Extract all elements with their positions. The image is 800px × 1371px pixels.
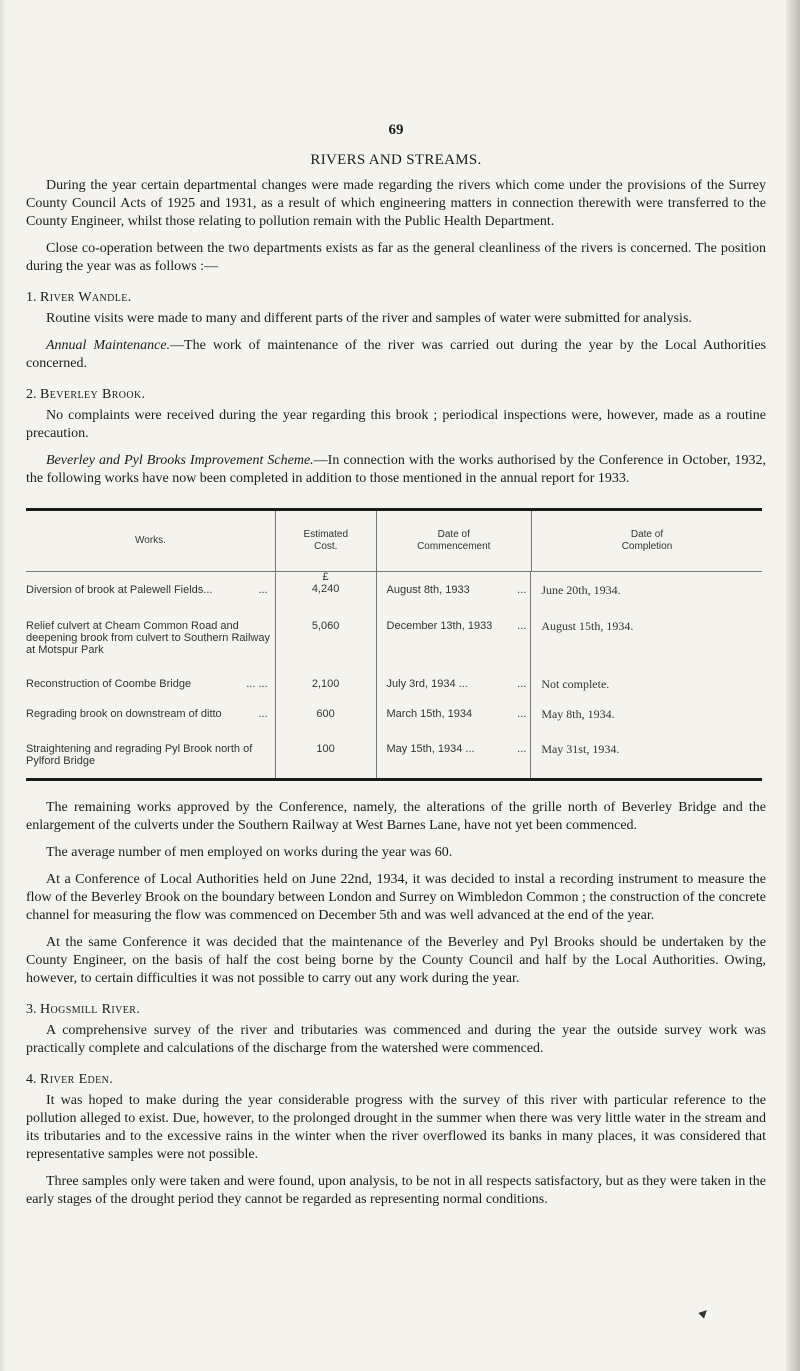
cell-work: Relief culvert at Cheam Common Road and deepening brook from culvert to Southern Railway at Motspur Park: [26, 620, 276, 678]
annual-maintenance-text: —The work of maintenance of the river was carried out during the year by the Local Authorities concerned.: [26, 338, 766, 371]
cell-commencement: December 13th, 1933 ...: [377, 620, 532, 678]
cell-cost: 100: [276, 743, 377, 778]
section-name: River Wandle.: [40, 290, 132, 305]
page-number: 69: [388, 122, 404, 138]
beverley-brook-paragraph-2: [26, 452, 766, 488]
cell-completion: Not complete.: [541, 677, 610, 691]
cell-commencement: August 8th, 1933 ...: [377, 572, 532, 620]
section-number: 3.: [26, 1002, 37, 1017]
document-page: [26, 0, 766, 1209]
cell-work: Reconstruction of Coombe Bridge ... ...: [26, 678, 276, 708]
header-works: Works.: [26, 511, 276, 571]
cell-cost: £ 4,240: [276, 572, 377, 620]
table-row: [26, 572, 762, 620]
header-date-of-commencement: Date of Commencement: [377, 511, 532, 571]
page-title: RIVERS AND STREAMS.: [310, 152, 482, 168]
cell-completion: August 15th, 1934.: [541, 619, 634, 633]
header-estimated-cost: Estimated Cost.: [276, 511, 377, 571]
table-row: [26, 708, 762, 743]
hogsmill-river-paragraph-1: A comprehensive survey of the river and tributaries was commenced and during the year the outside survey work was practically complete and calculations of the discharge from the watershed were commenced.: [26, 1023, 766, 1056]
header-date-of-completion: Date of Completion: [621, 529, 673, 552]
section-heading-hogsmill-river: [26, 1002, 766, 1018]
intro-paragraph-1: During the year certain departmental changes were made regarding the rivers which come under the provisions of the Surrey County Council Acts of 1925 and 1931, as a result of which engineering matters in connection therewith were transferred to the County Engineer, whilst those relating to pollution remain with the Public Health Department.: [26, 178, 766, 229]
page-binding-edge: [786, 0, 800, 1371]
cell-commencement: March 15th, 1934 ...: [377, 708, 532, 743]
table-row: [26, 678, 762, 708]
cell-work: Straightening and regrading Pyl Brook north of Pylford Bridge: [26, 743, 276, 778]
section-heading-river-wandle: [26, 290, 766, 306]
page-left-edge: [0, 0, 6, 1371]
cell-completion: May 8th, 1934.: [541, 707, 615, 721]
cell-cost: 5,060: [276, 620, 377, 678]
section-name: Hogsmill River.: [40, 1002, 141, 1017]
improvement-scheme-lead: Beverley and Pyl Brooks Improvement Scheme.: [46, 453, 314, 468]
works-table: [26, 508, 762, 781]
after-table-paragraph-2: The average number of men employed on works during the year was 60.: [46, 845, 453, 860]
table-row: [26, 743, 762, 778]
section-heading-river-eden: [26, 1072, 766, 1088]
ink-mark: [698, 1307, 709, 1318]
table-body: [26, 572, 762, 778]
river-eden-paragraph-1: It was hoped to make during the year considerable progress with the survey of this river with particular reference to the pollution alleged to exist. Due, however, to the prolonged drought in the summer when there was very little water in the stream and its tributaries and to the excessive rains in the winter when the river overflowed its banks in many places, it was considered that representative samples were not possible.: [26, 1093, 766, 1162]
after-table-paragraph-3: At a Conference of Local Authorities held on June 22nd, 1934, it was decided to instal a recording instrument to measure the flow of the Beverley Brook on the boundary between London and Surrey on Wimbledon Common ; the construction of the concrete channel for measuring the flow was commenced on December 5th and was well advanced at the end of the year.: [26, 872, 766, 923]
cell-completion: June 20th, 1934.: [541, 583, 621, 597]
river-eden-paragraph-2: Three samples only were taken and were found, upon analysis, to be not in all respects satisfactory, but as they were taken in the early stages of the drought period they cannot be regarded as representing normal conditions.: [26, 1174, 766, 1207]
currency-symbol: £: [322, 571, 329, 583]
intro-paragraph-2: Close co-operation between the two departments exists as far as the general cleanliness of the rivers is concerned. The position during the year was as follows :—: [26, 241, 766, 274]
table-header-row: [26, 511, 762, 571]
cell-cost: 600: [276, 708, 377, 743]
section-name: Beverley Brook.: [40, 387, 146, 402]
after-table-paragraph-1: The remaining works approved by the Conference, namely, the alterations of the grille north of Beverley Bridge and the enlargement of the culverts under the Southern Railway at West Barnes Lane, have not yet been commenced.: [26, 800, 766, 833]
annual-maintenance-lead: Annual Maintenance.: [46, 338, 171, 353]
section-number: 2.: [26, 387, 37, 402]
river-wandle-paragraph-1: Routine visits were made to many and different parts of the river and samples of water were submitted for analysis.: [46, 311, 692, 326]
section-number: 1.: [26, 290, 37, 305]
after-table-paragraph-4: At the same Conference it was decided that the maintenance of the Beverley and Pyl Brooks should be undertaken by the County Engineer, on the basis of half the cost being borne by the County Council and half by the Local Authorities. Owing, however, to certain difficulties it was not possible to carry out any work during the year.: [26, 935, 766, 986]
section-heading-beverley-brook: [26, 387, 766, 403]
cell-completion: May 31st, 1934.: [541, 742, 620, 756]
table-bottom-rule: [26, 778, 762, 781]
section-number: 4.: [26, 1072, 37, 1087]
cell-commencement: May 15th, 1934 ... ...: [377, 743, 532, 778]
cell-commencement: July 3rd, 1934 ... ...: [377, 678, 532, 708]
section-name: River Eden.: [40, 1072, 114, 1087]
cell-cost: 2,100: [276, 678, 377, 708]
river-wandle-paragraph-2: [26, 337, 766, 373]
improvement-scheme-text: —In connection with the works authorised by the Conference in October, 1932, the following works have now been completed in addition to those mentioned in the annual report for 1933.: [26, 453, 767, 486]
cell-work: Regrading brook on downstream of ditto ...: [26, 708, 276, 743]
beverley-brook-paragraph-1: No complaints were received during the year regarding this brook ; periodical inspections were, however, made as a routine precaution.: [26, 408, 766, 441]
cell-work: Diversion of brook at Palewell Fields... ...: [26, 572, 276, 620]
table-row: [26, 620, 762, 678]
